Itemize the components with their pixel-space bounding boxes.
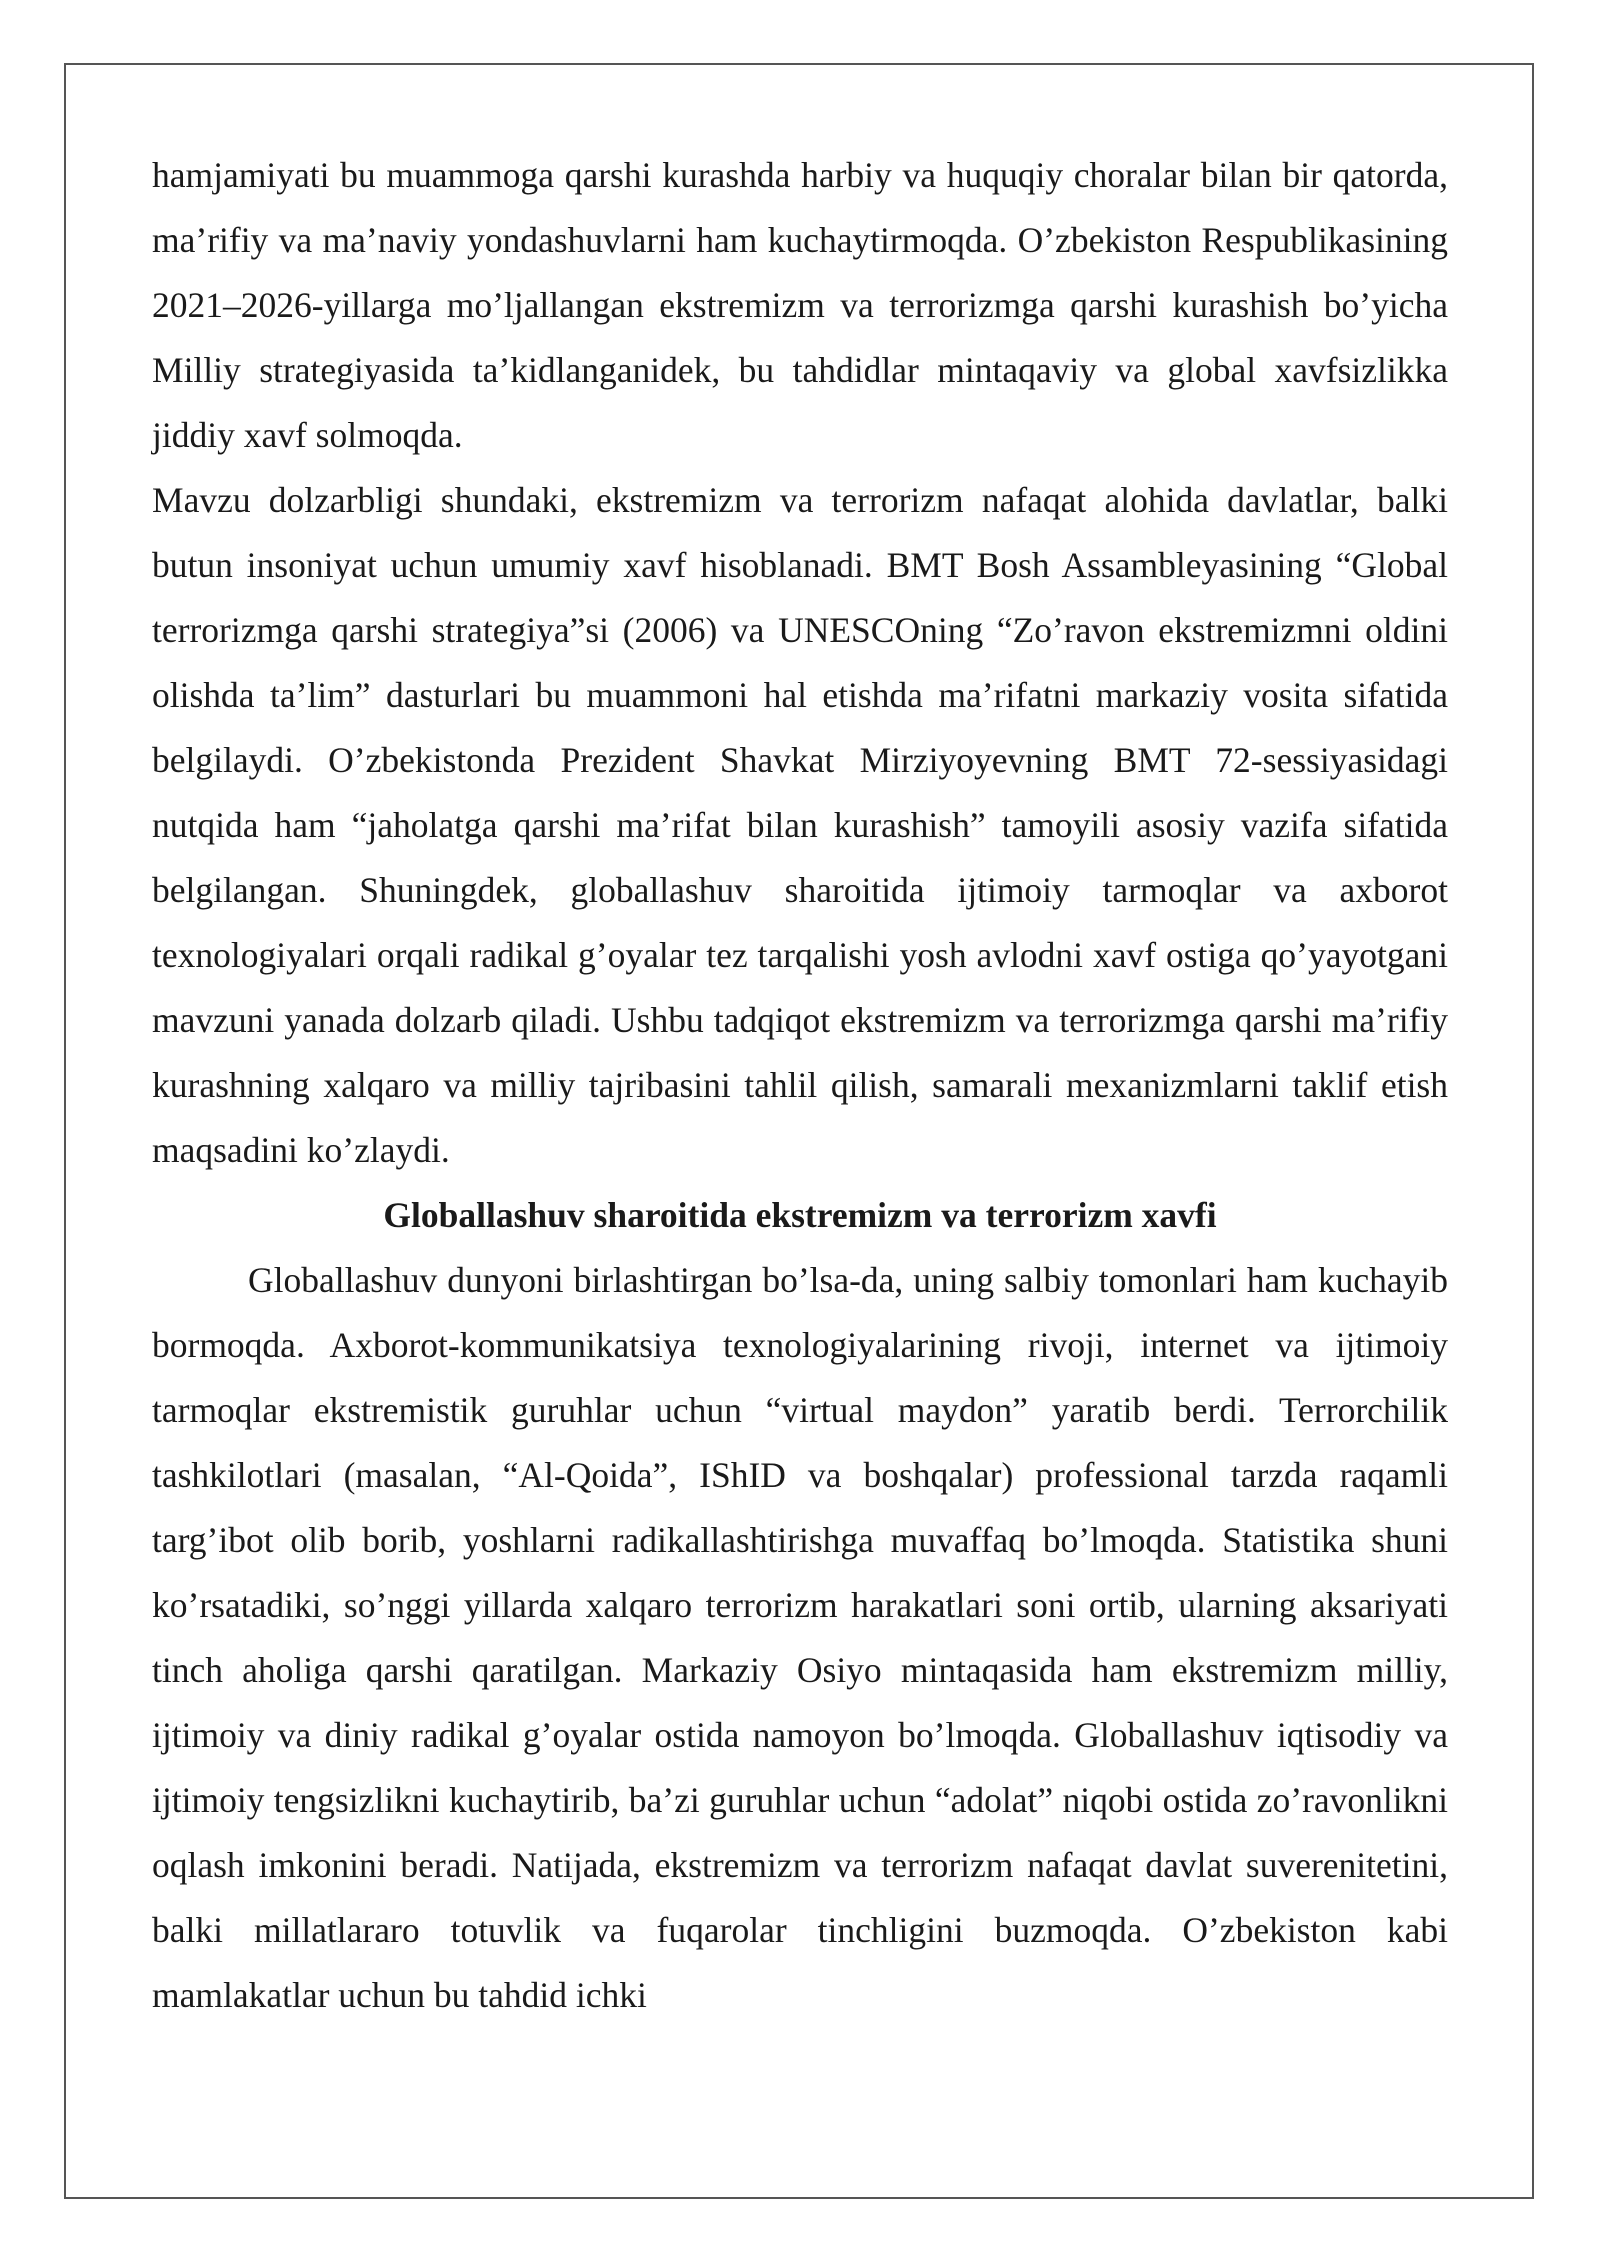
document-body xyxy=(152,143,1448,2028)
section-heading: Globallashuv sharoitida ekstremizm va terrorizm xavfi xyxy=(383,1195,1217,1235)
paragraph-continuation: hamjamiyati bu muammoga qarshi kurashda harbiy va huquqiy choralar bilan bir qatorda, ma’rifiy va ma’naviy yondashuvlarni ham kuchaytirmoqda. O’zbekiston Respublikasining 2021–2026-yillarga mo’ljallangan ekstremizm va terrorizmga qarshi kurashish bo’yicha Milliy strategiyasida ta’kidlanganidek, bu tahdidlar mintaqaviy va global xavfsizlikka jiddiy xavf solmoqda. xyxy=(152,155,1448,455)
paragraph-globalization: Globallashuv dunyoni birlashtirgan bo’lsa-da, uning salbiy tomonlari ham kuchayib bormoqda. Axborot-kommunikatsiya texnologiyalarining rivoji, internet va ijtimoiy tarmoqlar ekstremistik guruhlar uchun “virtual maydon” yaratib berdi. Terrorchilik tashkilotlari (masalan, “Al-Qoida”, IShID va boshqalar) professional tarzda raqamli targ’ibot olib borib, yoshlarni radikallashtirishga muvaffaq bo’lmoqda. Statistika shuni ko’rsatadiki, so’nggi yillarda xalqaro terrorizm harakatlari soni ortib, ularning aksariyati tinch aholiga qarshi qaratilgan. Markaziy Osiyo mintaqasida ham ekstremizm milliy, ijtimoiy va diniy radikal g’oyalar ostida namoyon bo’lmoqda. Globallashuv iqtisodiy va ijtimoiy tengsizlikni kuchaytirib, ba’zi guruhlar uchun “adolat” niqobi ostida zo’ravonlikni oqlash imkonini beradi. Natijada, ekstremizm va terrorizm nafaqat davlat suverenitetini, balki millatlararo totuvlik va fuqarolar tinchligini buzmoqda. O’zbekiston kabi mamlakatlar uchun bu tahdid ichki xyxy=(152,1260,1448,2015)
paragraph-relevance: Mavzu dolzarbligi shundaki, ekstremizm va terrorizm nafaqat alohida davlatlar, balki butun insoniyat uchun umumiy xavf hisoblanadi. BMT Bosh Assambleyasining “Global terrorizmga qarshi strategiya”si (2006) va UNESCOning “Zo’ravon ekstremizmni oldini olishda ta’lim” dasturlari bu muammoni hal etishda ma’rifatni markaziy vosita sifatida belgilaydi. O’zbekistonda Prezident Shavkat Mirziyoyevning BMT 72-sessiyasidagi nutqida ham “jaholatga qarshi ma’rifat bilan kurashish” tamoyili asosiy vazifa sifatida belgilangan. Shuningdek, globallashuv sharoitida ijtimoiy tarmoqlar va axborot texnologiyalari orqali radikal g’oyalar tez tarqalishi yosh avlodni xavf ostiga qo’yayotgani mavzuni yanada dolzarb qiladi. Ushbu tadqiqot ekstremizm va terrorizmga qarshi ma’rifiy kurashning xalqaro va milliy tajribasini tahlil qilish, samarali mexanizmlarni taklif etish maqsadini ko’zlaydi. xyxy=(152,480,1448,1170)
